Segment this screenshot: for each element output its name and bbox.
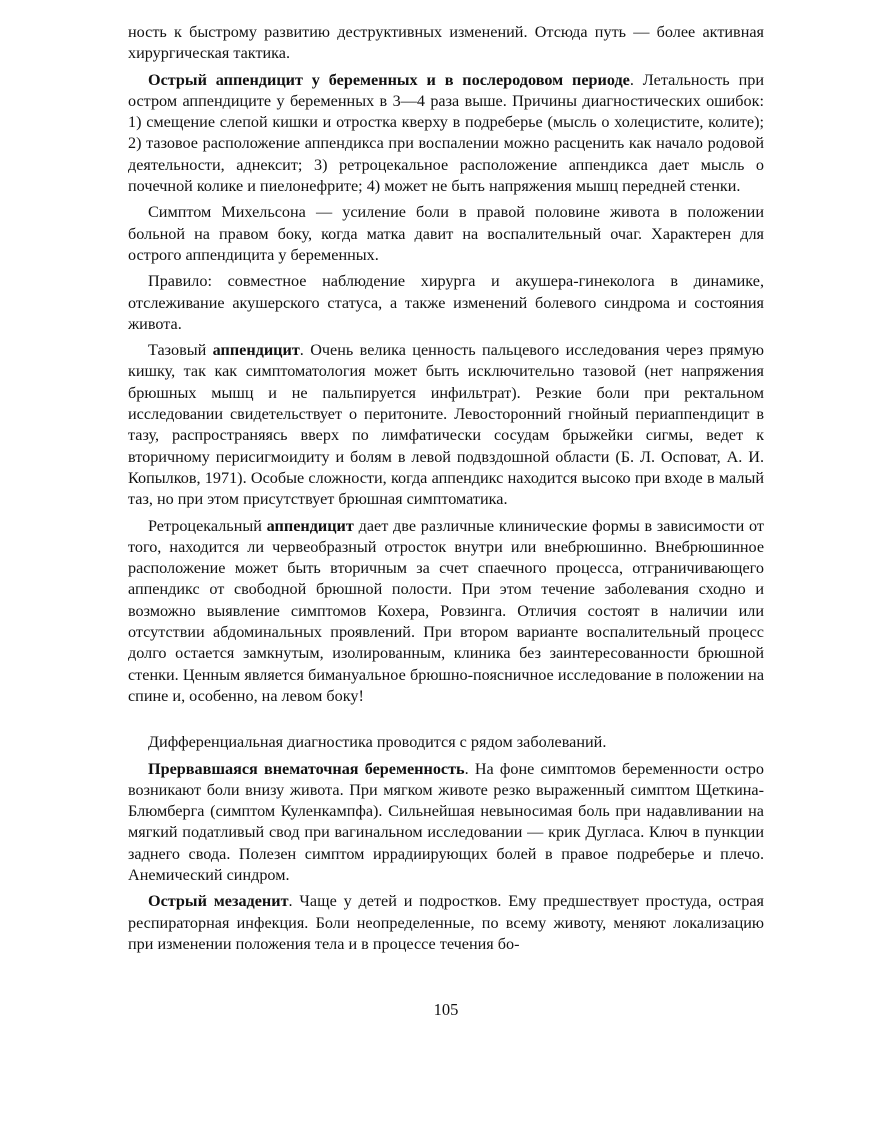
paragraph-appendicitis-pregnancy [128, 70, 764, 198]
paragraph-michelson-sign [128, 202, 764, 266]
paragraph-mesadenitis [128, 891, 764, 955]
paragraph-differential-diagnosis [128, 732, 764, 753]
paragraph-rule [128, 271, 764, 335]
page-number: 105 [433, 1000, 459, 1019]
paragraph-ectopic-pregnancy [128, 759, 764, 887]
paragraph-heading-prefix: Ретроцекальный [148, 516, 267, 535]
paragraph-continuation [128, 22, 764, 65]
paragraph-heading: Прервавшаяся внематочная беременность [148, 759, 465, 778]
paragraph-text: Дифференциальная диагностика проводится с рядом заболеваний. [148, 733, 607, 752]
paragraph-text: Симптом Михельсона — усиление боли в правой половине живота в положении больной на правом боку, когда матка давит на воспалительный очаг. Характерен для острого аппендицита у беременных. [128, 203, 764, 264]
paragraph-heading: аппендицит [212, 341, 300, 360]
paragraph-heading: Острый мезаденит [148, 892, 289, 911]
paragraph-heading-prefix: Тазовый [148, 341, 213, 360]
page-body [128, 22, 764, 960]
paragraph-retrocecal-appendicitis [128, 516, 764, 708]
paragraph-text: Правило: совместное наблюдение хирурга и акушера-гинеколога в динамике, отслеживание акушерского статуса, а также изменений болевого синдрома и состояния живота. [128, 272, 764, 333]
paragraph-text: . Чаще у детей и подростков. Ему предшествует простуда, острая респираторная инфекция. Боли неопределенные, по всему животу, меняют локализацию при изменении положения тела и в процессе течения бо- [128, 892, 765, 953]
paragraph-heading: Острый аппендицит у беременных и в послеродовом периоде [148, 70, 630, 89]
paragraph-pelvic-appendicitis [128, 340, 764, 510]
paragraph-text: . На фоне симптомов беременности остро возникают боли внизу живота. При мягком животе резко выраженный симптом Щеткина-Блюмберга (симптом Куленкампфа). Сильнейшая невыносимая боль при надавливании на мягкий податливый свод при вагинальном исследовании — крик Дугласа. Ключ в пункции заднего свода. Полезен симптом иррадиирующих болей в правое подреберье и плечо. Анемический синдром. [128, 759, 764, 884]
paragraph-heading: аппендицит [266, 516, 354, 535]
paragraph-text: ность к быстрому развитию деструктивных изменений. Отсюда путь — более активная хирургическая тактика. [128, 23, 764, 63]
paragraph-text: . Летальность при остром аппендиците у беременных в 3—4 раза выше. Причины диагностических ошибок: 1) смещение слепой кишки и отростка кверху в подреберье (мысль о холецистите, колите); 2) тазовое расположение аппендикса при воспалении можно расценить как начало родовой деятельности, аднексит; 3) ретроцекальное расположение аппендикса дает мысль о почечной колике и пиелонефрите; 4) может не быть напряжения мышц передней стенки. [128, 70, 764, 196]
paragraph-text: дает две различные клинические формы в зависимости от того, находится ли червеобразный отросток внутри или внебрюшинно. Внебрюшинное расположение может быть вторичным за счет спаечного процесса, отграничивающего аппендикс от свободной брюшной полости. При этом течение заболевания сходно и возможно выявление симптомов Кохера, Ровзинга. Отличия состоят в наличии или отсутствии абдоминальных проявлений. При втором варианте воспалительный процесс долго остается замкнутым, изолированным, клиника без заинтересованности брюшной стенки. Ценным является бимануальное брюшно-поясничное исследование в положении на спине и, особенно, на левом боку! [128, 516, 765, 705]
paragraph-text: . Очень велика ценность пальцевого исследования через прямую кишку, так как симптоматология может быть исключительно тазовой (нет напряжения брюшных мышц и не пальпируется инфильтрат). Резкие боли при ректальном исследовании свидетельствует о перитоните. Левосторонний гнойный периаппендицит в тазу, распространяясь вверх по лимфатически сосудам брыжейки сигмы, ведет к вторичному перисигмоидиту и болям в левой подвздошной области (Б. Л. Осповат, А. И. Копылков, 1971). Особые сложности, когда аппендикс находится высоко при входе в малый таз, но при этом присутствует брюшная симптоматика. [128, 341, 764, 509]
